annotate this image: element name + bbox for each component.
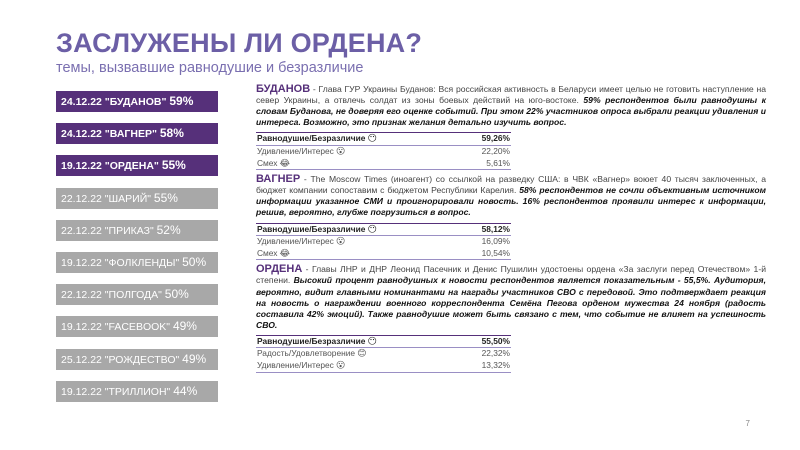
reaction-label: Смех bbox=[257, 247, 278, 258]
reaction-row bbox=[256, 133, 511, 146]
reaction-table bbox=[256, 223, 511, 261]
page-title: ЗАСЛУЖЕНЫ ЛИ ОРДЕНА? bbox=[56, 28, 423, 58]
topic-percent: 44% bbox=[173, 383, 198, 398]
section-text bbox=[256, 174, 766, 218]
reaction-value: 13,32% bbox=[481, 360, 510, 371]
reaction-label: Смех bbox=[257, 157, 278, 168]
main-content bbox=[256, 84, 766, 377]
topic-percent: 59% bbox=[169, 94, 194, 108]
surprised-face-icon: 😮 bbox=[335, 361, 346, 372]
reaction-row bbox=[256, 236, 511, 248]
section-text bbox=[256, 264, 766, 331]
topic-label: 24.12.22 "БУДАНОВ" bbox=[61, 96, 170, 108]
topic-item-folklendy[interactable] bbox=[56, 252, 218, 273]
topic-label: 24.12.22 "ВАГНЕР" bbox=[61, 128, 160, 141]
section-source: - The Moscow Times (иноагент) со ссылкой на разведку США: в ЧВК «Вагнер» воюет 40 тысяч заключенных, а бюджет компании сопоставим с бюджетом Республики Карелия. bbox=[256, 174, 766, 196]
neutral-face-icon: 😶 bbox=[367, 134, 377, 145]
topic-label: 22.12.22 "ШАРИЙ" bbox=[61, 192, 154, 205]
reaction-row bbox=[256, 224, 511, 237]
reaction-value: 55,50% bbox=[481, 335, 510, 346]
topic-percent: 50% bbox=[182, 254, 207, 269]
reaction-row bbox=[256, 146, 511, 158]
topic-percent: 50% bbox=[164, 287, 189, 302]
section-emphasis: 59% респондентов были равнодушны к словам Буданова, не доверяя его оценке событий. При этом 22% участников опроса выбрали реакции удивления и интереса. Возможно, это признак желания детально изучить вопрос. bbox=[256, 95, 766, 128]
topic-percent: 55% bbox=[153, 190, 178, 205]
topic-item-shariy[interactable] bbox=[56, 188, 218, 209]
neutral-face-icon: 😶 bbox=[367, 336, 377, 347]
surprised-face-icon: 😮 bbox=[335, 237, 346, 248]
reaction-row bbox=[256, 158, 511, 170]
reaction-table bbox=[256, 132, 511, 170]
topic-label: 22.12.22 "ПОЛГОДА" bbox=[61, 289, 165, 302]
topic-item-wagner[interactable] bbox=[56, 123, 218, 144]
smiling-face-icon: 😊 bbox=[357, 349, 367, 360]
reaction-label: Равнодушие/Безразличие bbox=[257, 133, 366, 144]
reaction-label: Равнодушие/Безразличие bbox=[257, 335, 366, 346]
topic-item-budanov[interactable] bbox=[56, 91, 218, 112]
page-number: 7 bbox=[745, 419, 750, 428]
reaction-label: Удивление/Интерес bbox=[257, 145, 334, 156]
topic-item-ordena[interactable] bbox=[56, 155, 218, 176]
reaction-label: Радость/Удовлетворение bbox=[257, 348, 356, 359]
topic-percent: 55% bbox=[161, 158, 186, 173]
topic-percent: 49% bbox=[172, 319, 197, 334]
reaction-value: 22,32% bbox=[481, 348, 510, 359]
topic-item-polgoda[interactable] bbox=[56, 284, 218, 305]
topic-percent: 52% bbox=[156, 222, 181, 237]
reaction-label: Удивление/Интерес bbox=[257, 236, 334, 247]
topic-item-rozhdestvo[interactable] bbox=[56, 349, 218, 370]
section-budanov bbox=[256, 84, 766, 170]
reaction-value: 16,09% bbox=[481, 236, 510, 247]
reaction-row bbox=[256, 360, 511, 372]
topic-percent: 49% bbox=[182, 351, 207, 366]
surprised-face-icon: 😮 bbox=[335, 146, 346, 157]
reaction-row bbox=[256, 248, 511, 260]
neutral-face-icon: 😶 bbox=[367, 224, 377, 235]
topic-item-trillion[interactable] bbox=[56, 381, 218, 402]
reaction-value: 59,26% bbox=[481, 133, 510, 144]
laughing-face-icon: 😂 bbox=[279, 158, 290, 169]
topic-percent: 58% bbox=[159, 126, 184, 141]
reaction-row bbox=[256, 348, 511, 360]
topic-item-facebook[interactable] bbox=[56, 316, 218, 337]
reaction-row bbox=[256, 336, 511, 349]
reaction-table bbox=[256, 335, 511, 373]
reaction-label: Равнодушие/Безразличие bbox=[257, 223, 366, 234]
topic-label: 19.12.22 "ТРИЛЛИОН" bbox=[61, 385, 174, 398]
section-source: - Глава ГУР Украины Буданов: Вся российская активность в Беларуси имеет целью не готовить наступление на север Украины, а отвлечь солдат из зоны боевых действий на юго-востоке. bbox=[256, 84, 766, 106]
section-title: ВАГНЕР bbox=[256, 173, 301, 186]
reaction-value: 22,20% bbox=[481, 145, 510, 156]
section-emphasis: 58% респондентов не сочли объективным источником информации указанное СМИ и проигнорировали новость. 16% респондентов проявили интерес к информации, решив, вероятно, глубже погрузиться в вопрос. bbox=[256, 185, 766, 218]
reaction-label: Удивление/Интерес bbox=[257, 360, 334, 371]
topic-label: 22.12.22 "ПРИКАЗ" bbox=[61, 224, 157, 237]
topic-item-prikaz[interactable] bbox=[56, 220, 218, 241]
topic-label: 19.12.22 "ФОЛКЛЕНДЫ" bbox=[61, 256, 183, 269]
section-title: ОРДЕНА bbox=[256, 263, 303, 276]
reaction-value: 5,61% bbox=[486, 157, 510, 168]
section-emphasis: Высокий процент равнодушных к новости респондентов является показательным - 55,5%. Аудитория, вероятно, видит главными номинантами на награды участников СВО с передовой. Это подтверждает реакция на новость о награждении военного корреспондента Семёна Пегова орденом мужества 24 ноября (радость составила 42% эмоций). Также равнодушие может быть связано с тем, что событие не влияет на успешность СВО. bbox=[256, 275, 767, 330]
topic-list bbox=[56, 91, 218, 413]
section-text bbox=[256, 84, 766, 128]
section-source: - Главы ЛНР и ДНР Леонид Пасечник и Денис Пушилин удостоены ордена «За заслуги перед Отечеством» 1-й степени. bbox=[256, 264, 766, 286]
page-subtitle: темы, вызвавшие равнодушие и безразличие bbox=[56, 60, 364, 76]
laughing-face-icon: 😂 bbox=[279, 248, 290, 259]
section-ordena bbox=[256, 264, 766, 372]
reaction-value: 58,12% bbox=[481, 223, 510, 234]
topic-label: 19.12.22 "FACEBOOK" bbox=[61, 321, 173, 334]
topic-label: 25.12.22 "РОЖДЕСТВО" bbox=[61, 353, 183, 366]
section-title: БУДАНОВ bbox=[256, 83, 311, 95]
topic-label: 19.12.22 "ОРДЕНА" bbox=[61, 160, 162, 173]
section-wagner bbox=[256, 174, 766, 260]
reaction-value: 10,54% bbox=[481, 247, 510, 258]
